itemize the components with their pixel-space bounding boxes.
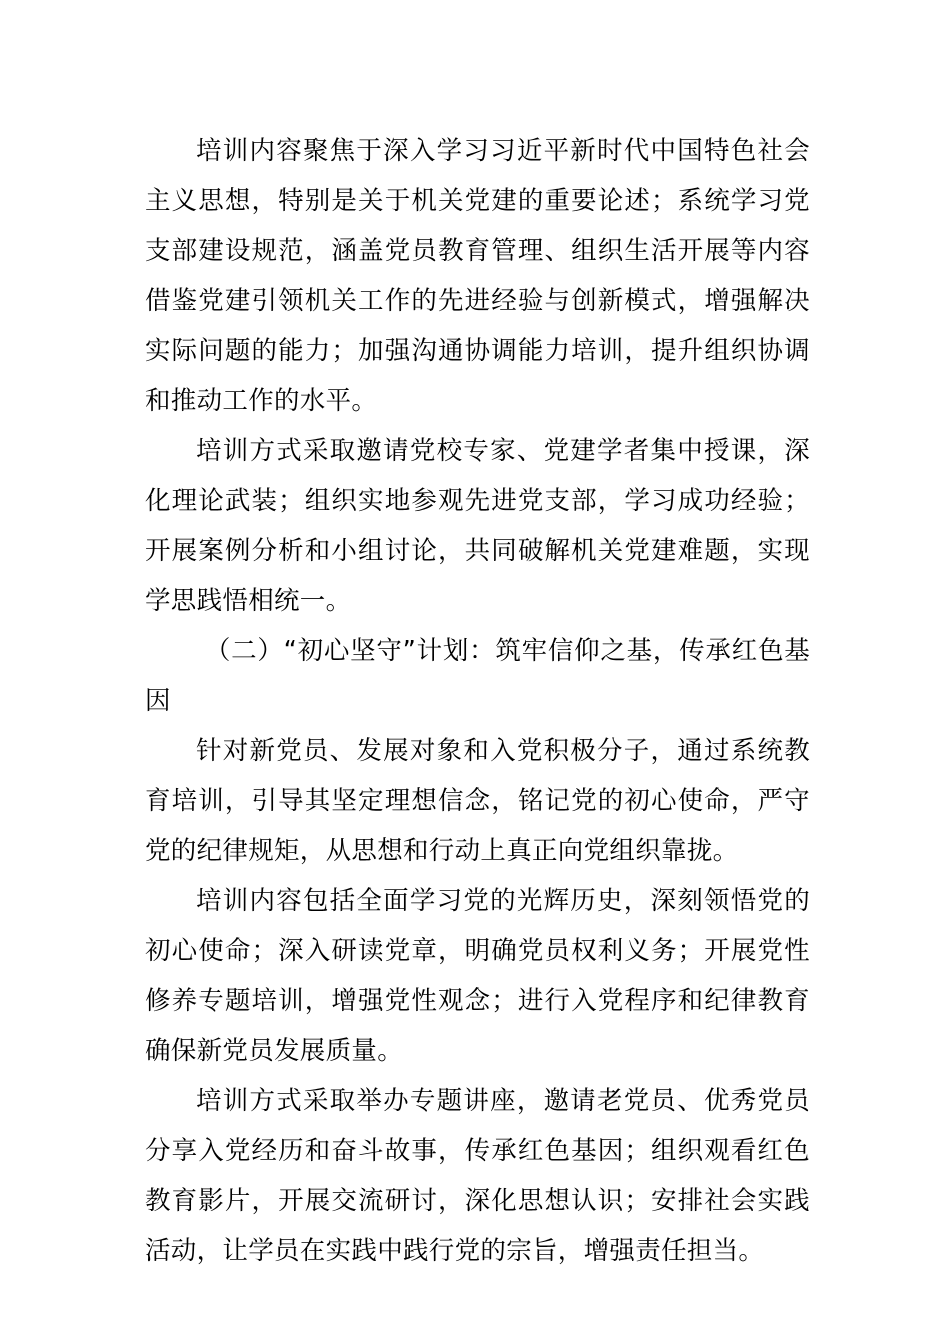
section-heading-chuxin-jianshou: （二）“初心坚守”计划：筑牢信仰之基，传承红色基因 <box>145 636 810 716</box>
paragraph-training-content-2: 培训内容包括全面学习党的光辉历史，深刻领悟党的初心使命；深入研读党章，明确党员权利义务；开展党性修养专题培训，增强党性观念；进行入党程序和纪律教育确保新党员发展质量。 <box>145 886 810 1066</box>
paragraph-target-audience: 针对新党员、发展对象和入党积极分子，通过系统教育培训，引导其坚定理想信念，铭记党的初心使命，严守党的纪律规矩，从思想和行动上真正向党组织靠拢。 <box>145 736 810 866</box>
paragraph-training-method-1: 培训方式采取邀请党校专家、党建学者集中授课，深化理论武装；组织实地参观先进党支部，学习成功经验；开展案例分析和小组讨论，共同破解机关党建难题，实现学思践悟相统一。 <box>145 436 810 616</box>
paragraph-training-content-1: 培训内容聚焦于深入学习习近平新时代中国特色社会主义思想，特别是关于机关党建的重要论述；系统学习党支部建设规范，涵盖党员教育管理、组织生活开展等内容借鉴党建引领机关工作的先进经验与创新模式，增强解决实际问题的能力；加强沟通协调能力培训，提升组织协调和推动工作的水平。 <box>145 136 810 416</box>
document-body <box>145 126 810 1276</box>
paragraph-training-method-2: 培训方式采取举办专题讲座，邀请老党员、优秀党员分享入党经历和奋斗故事，传承红色基因；组织观看红色教育影片，开展交流研讨，深化思想认识；安排社会实践活动，让学员在实践中践行党的宗旨，增强责任担当。 <box>145 1086 810 1266</box>
